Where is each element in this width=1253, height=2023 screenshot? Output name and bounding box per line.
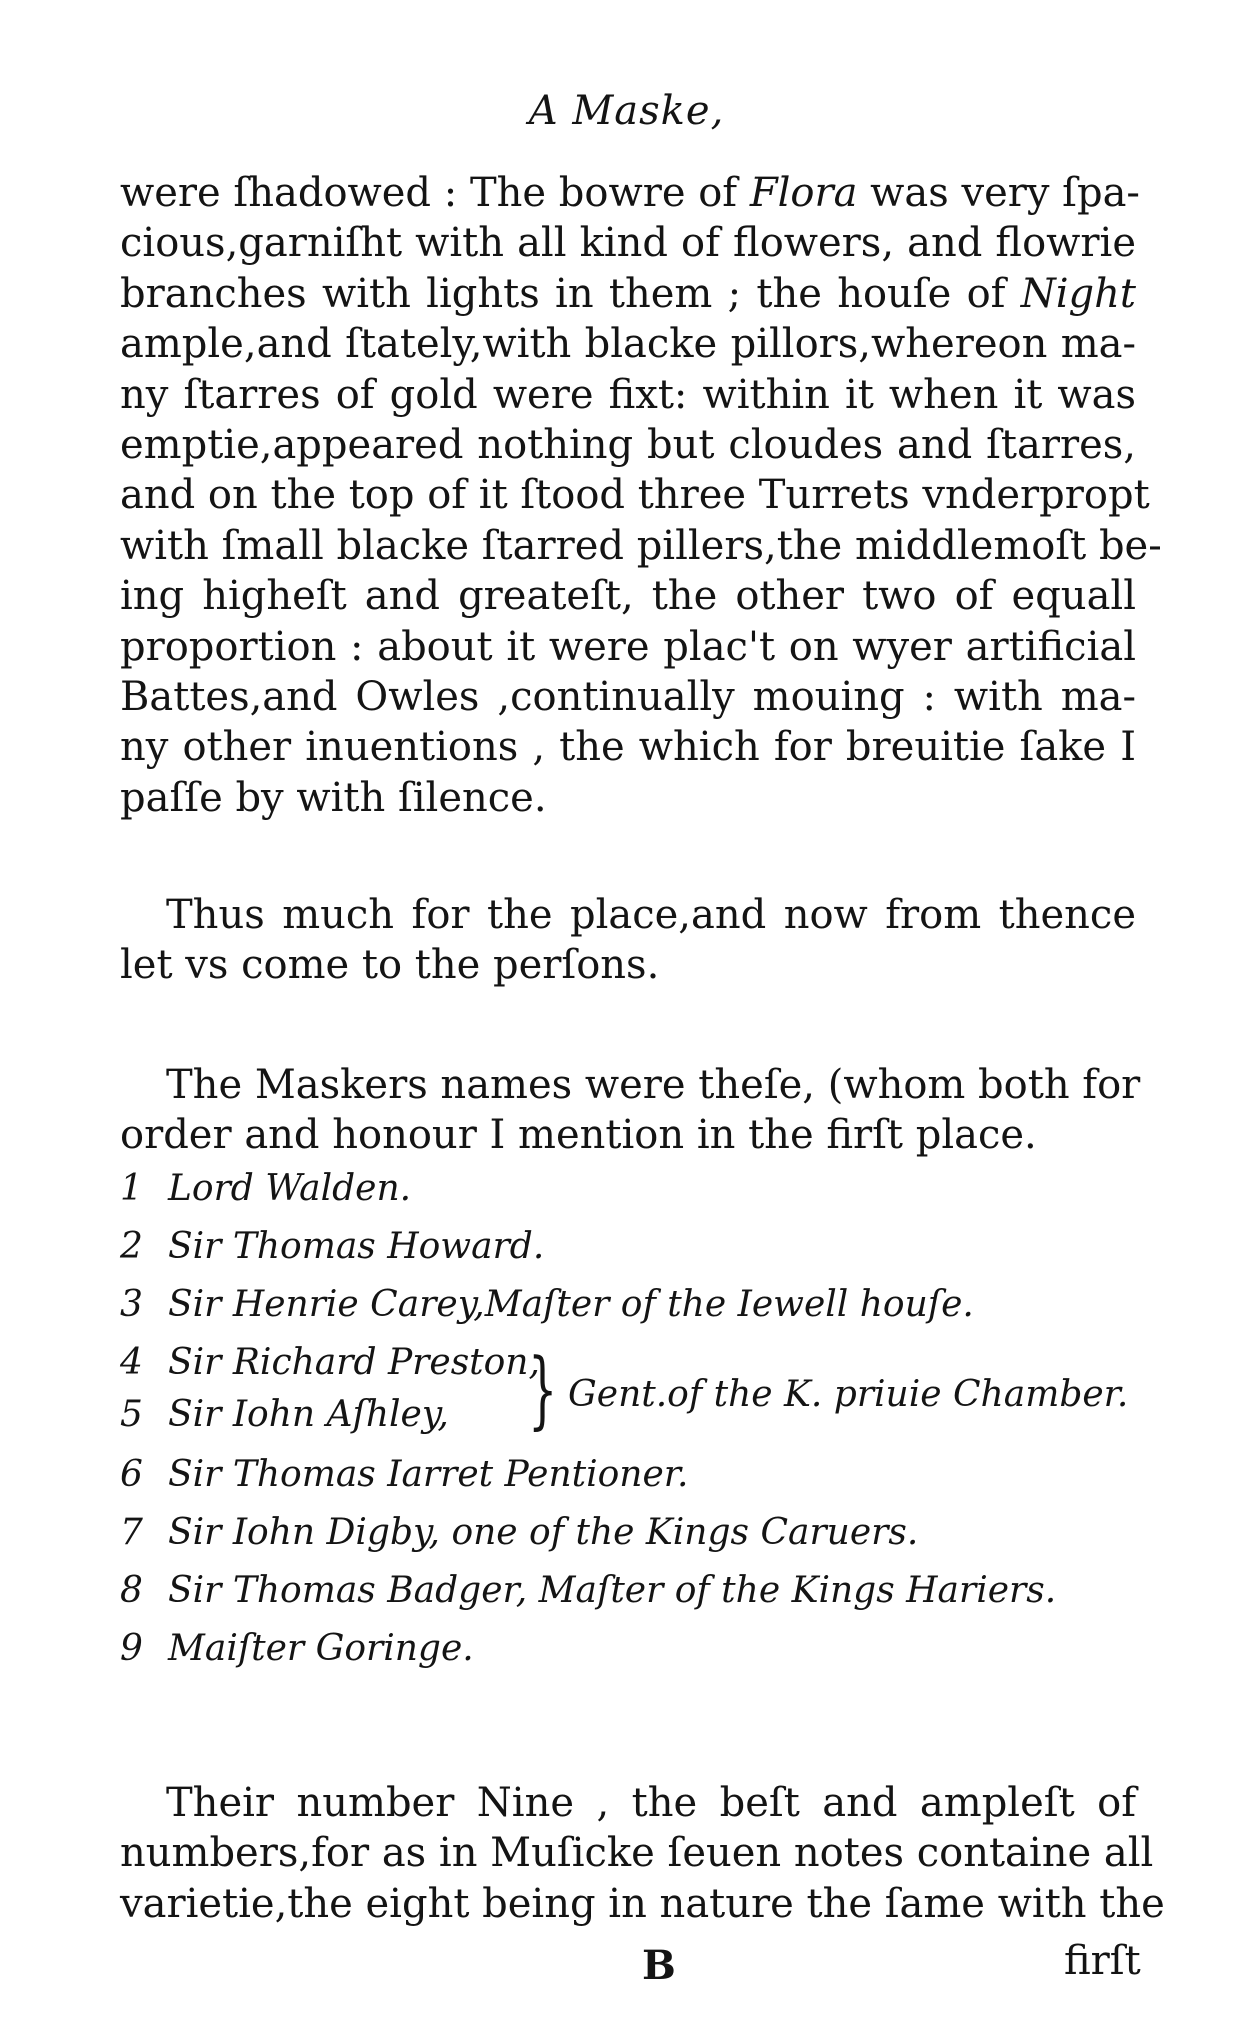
masker-name: Sir Thomas Badger, Maſter of the Kings Hariers.	[168, 1570, 1057, 1611]
item-number: 7	[120, 1512, 143, 1553]
item-number: 1	[120, 1168, 143, 1209]
item-number: 4	[120, 1342, 143, 1383]
text-line: Their number Nine , the beſt and ampleſt of	[166, 1780, 1136, 1826]
brace-note: Gent.of the K. priuie Chamber.	[568, 1374, 1129, 1415]
paragraph-maskers-intro	[120, 1060, 1141, 1161]
text-line: emptie,appeared nothing but cloudes and ſtarres,	[120, 422, 1136, 469]
masker-name: Sir Thomas Iarret Pentioner.	[168, 1454, 689, 1495]
text-line: proportion : about it were plac't on wyer artificial	[120, 623, 1136, 670]
text-line: ing higheſt and greateſt, the other two of equall	[120, 573, 1136, 620]
list-item	[120, 1512, 918, 1553]
text-line: and on the top of it ſtood three Turrets vnderpropt	[120, 472, 1150, 519]
item-number: 5	[120, 1394, 143, 1435]
item-number: 8	[120, 1570, 143, 1611]
masker-name: Sir Richard Preston,	[168, 1342, 540, 1383]
text-line: ny other inuentions , the which for breuitie ſake I	[120, 724, 1136, 771]
running-head: A Maske,	[528, 88, 725, 134]
text-line: order and honour I mention in the firſt place.	[120, 1112, 1037, 1159]
text-line: Battes,and Owles ,continually mouing : with ma-	[120, 674, 1136, 721]
list-item	[120, 1284, 974, 1325]
text-line: were ſhadowed : The bowre of Flora was very ſpa-	[120, 170, 1140, 216]
masker-name: Maiſter Goringe.	[168, 1628, 474, 1669]
text-line: cious,garniſht with all kind of flowers, and flowrie	[120, 220, 1136, 267]
item-number: 2	[120, 1226, 143, 1267]
text-line: The Maskers names were theſe, (whom both for	[166, 1062, 1141, 1108]
masker-name: Sir Thomas Howard.	[168, 1226, 545, 1267]
list-item	[120, 1226, 544, 1267]
paragraph-bowre-description	[120, 168, 1162, 823]
item-number: 9	[120, 1628, 143, 1669]
brace-glyph: }	[528, 1340, 558, 1438]
list-item	[120, 1454, 688, 1495]
paragraph-number-nine	[120, 1778, 1165, 1929]
text-line: with ſmall blacke ſtarred pillers,the middlemoſt be-	[120, 522, 1162, 569]
text-line: numbers,for as in Muſicke ſeuen notes containe all	[120, 1830, 1154, 1877]
item-number: 6	[120, 1454, 143, 1495]
catchword: firſt	[1064, 1938, 1141, 1984]
text-line: Thus much for the place,and now from thence	[166, 892, 1136, 938]
item-number: 3	[120, 1284, 143, 1325]
text-line: let vs come to the perſons.	[120, 942, 660, 989]
text-line: paſſe by with ſilence.	[120, 774, 547, 821]
masker-name: Sir Iohn Aſhley,	[168, 1394, 449, 1435]
list-item	[120, 1168, 411, 1209]
list-item	[120, 1628, 474, 1669]
text-line: ny ſtarres of gold were fixt: within it when it was	[120, 371, 1136, 418]
list-item	[120, 1570, 1056, 1611]
masker-name: Sir Iohn Digby, one of the Kings Caruers.	[168, 1512, 919, 1553]
text-line: branches with lights in them ; the houſe of Night	[120, 270, 1136, 317]
text-line: varietie,the eight being in nature the ſame with the	[120, 1880, 1165, 1927]
chamber-brace-group	[120, 1340, 1136, 1444]
signature-mark: B	[642, 1942, 676, 1989]
masker-name: Lord Walden.	[168, 1168, 412, 1209]
masker-name: Sir Henrie Carey,Maſter of the Iewell houſe.	[168, 1284, 974, 1325]
text-line: ample,and ſtately,with blacke pillors,whereon ma-	[120, 321, 1136, 368]
paragraph-place-summary	[120, 890, 1136, 991]
